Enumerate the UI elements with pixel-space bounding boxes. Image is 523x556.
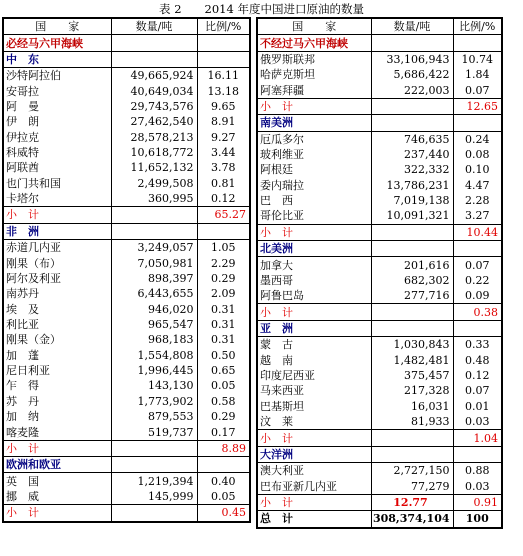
ratio-cell: 0.31 bbox=[197, 332, 250, 347]
quantity-cell: 1,219,394 bbox=[111, 473, 197, 489]
country-name: 阿 曼 bbox=[6, 99, 39, 113]
ratio-cell: 3.44 bbox=[197, 145, 250, 160]
quantity-cell: 898,397 bbox=[111, 271, 197, 286]
section-asia-pct-empty bbox=[453, 320, 502, 336]
section-north-america-qty-empty bbox=[371, 241, 453, 257]
table-row bbox=[3, 286, 250, 301]
country-name: 印度尼西亚 bbox=[260, 369, 315, 383]
ratio-cell: 0.08 bbox=[453, 147, 502, 162]
ratio-cell: 2.28 bbox=[453, 193, 502, 208]
quantity-cell: 10,091,321 bbox=[371, 208, 453, 224]
country-name: 伊 朗 bbox=[6, 115, 39, 129]
table-row bbox=[257, 399, 502, 414]
ratio-cell: 0.03 bbox=[453, 414, 502, 430]
country-name: 挪 威 bbox=[6, 489, 39, 503]
quantity-cell: 49,665,924 bbox=[111, 68, 197, 84]
country-name: 哈萨克斯坦 bbox=[260, 68, 315, 82]
section-asia-qty-empty bbox=[371, 320, 453, 336]
country-name: 乍 得 bbox=[6, 379, 39, 393]
country-name: 安哥拉 bbox=[6, 84, 39, 98]
group-title-strait bbox=[3, 35, 250, 51]
table-row bbox=[3, 363, 250, 378]
country-name: 巴 西 bbox=[260, 194, 293, 208]
country-name: 刚果（布） bbox=[6, 256, 61, 270]
table-row bbox=[3, 473, 250, 489]
subtotal-row bbox=[257, 98, 502, 114]
table-row bbox=[3, 489, 250, 505]
subtotal-pct: 0.45 bbox=[197, 505, 250, 522]
country-name: 马来西亚 bbox=[260, 384, 304, 398]
table-row bbox=[3, 394, 250, 409]
ratio-cell: 10.74 bbox=[453, 51, 502, 67]
subtotal-qty-empty bbox=[371, 98, 453, 114]
table-row bbox=[257, 288, 502, 304]
section-north-america-label: 北美洲 bbox=[257, 241, 371, 257]
quantity-cell: 375,457 bbox=[371, 368, 453, 383]
subtotal-row bbox=[257, 430, 502, 446]
total-qty: 308,374,104 bbox=[371, 511, 453, 528]
ratio-cell: 0.50 bbox=[197, 348, 250, 363]
ratio-cell: 0.12 bbox=[453, 368, 502, 383]
quantity-cell: 7,019,138 bbox=[371, 193, 453, 208]
table-row bbox=[3, 83, 250, 98]
country-name: 墨西哥 bbox=[260, 273, 293, 287]
section-africa-label: 非 洲 bbox=[3, 223, 111, 239]
subtotal-qty-empty bbox=[371, 304, 453, 320]
section-south-america-label: 南美洲 bbox=[257, 115, 371, 131]
section-oceania-label: 大洋洲 bbox=[257, 446, 371, 462]
quantity-cell: 682,302 bbox=[371, 273, 453, 288]
table-row bbox=[3, 240, 250, 256]
ratio-cell: 9.65 bbox=[197, 99, 250, 114]
section-africa-pct-empty bbox=[197, 223, 250, 239]
quantity-cell: 222,003 bbox=[371, 82, 453, 98]
subtotal-row bbox=[257, 304, 502, 320]
quantity-cell: 77,279 bbox=[371, 478, 453, 494]
quantity-cell: 277,716 bbox=[371, 288, 453, 304]
quantity-cell: 143,130 bbox=[111, 378, 197, 393]
subtotal-pct: 0.91 bbox=[453, 494, 502, 510]
total-pct: 100 bbox=[453, 511, 502, 528]
ratio-cell: 0.33 bbox=[453, 337, 502, 353]
section-middle-east-qty-empty bbox=[111, 51, 197, 67]
quantity-cell: 81,933 bbox=[371, 414, 453, 430]
subtotal-qty-empty bbox=[111, 505, 197, 522]
ratio-cell: 0.88 bbox=[453, 463, 502, 479]
header-ratio: 比例/% bbox=[197, 18, 250, 35]
subtotal-label: 小 计 bbox=[257, 224, 371, 240]
table-row bbox=[257, 383, 502, 398]
quantity-cell: 145,999 bbox=[111, 489, 197, 505]
group-title-strait-pct-empty bbox=[197, 35, 250, 51]
ratio-cell: 2.29 bbox=[197, 255, 250, 270]
section-north-america-pct-empty bbox=[453, 241, 502, 257]
country-name: 阿塞拜疆 bbox=[260, 83, 304, 97]
right-table bbox=[256, 17, 503, 529]
subtotal-label: 小 计 bbox=[257, 430, 371, 446]
table-row bbox=[257, 478, 502, 494]
section-oceania bbox=[257, 446, 502, 462]
country-name: 巴基斯坦 bbox=[260, 399, 304, 413]
country-name: 委内瑞拉 bbox=[260, 178, 304, 192]
subtotal-qty-empty bbox=[111, 207, 197, 223]
ratio-cell: 0.05 bbox=[197, 378, 250, 393]
subtotal-qty bbox=[371, 494, 453, 510]
ratio-cell: 0.10 bbox=[453, 162, 502, 177]
country-name: 也门共和国 bbox=[6, 176, 61, 190]
header-quantity: 数量/吨 bbox=[371, 18, 453, 35]
group-title-no-strait-qty-empty bbox=[371, 35, 453, 51]
quantity-cell: 1,773,902 bbox=[111, 394, 197, 409]
table-row bbox=[257, 162, 502, 177]
country-name: 玻利维亚 bbox=[260, 148, 304, 162]
header-country: 国 家 bbox=[3, 18, 111, 35]
table-row bbox=[3, 176, 250, 191]
group-title-no-strait bbox=[257, 35, 502, 51]
country-name: 厄瓜多尔 bbox=[260, 132, 304, 146]
country-name: 巴布亚新几内亚 bbox=[260, 479, 337, 493]
table-row bbox=[3, 145, 250, 160]
table-row bbox=[3, 191, 250, 207]
quantity-cell: 10,618,772 bbox=[111, 145, 197, 160]
table-row bbox=[257, 131, 502, 147]
subtotal-row bbox=[257, 224, 502, 240]
country-name: 刚果（金） bbox=[6, 333, 61, 347]
section-middle-east bbox=[3, 51, 250, 67]
subtotal-row bbox=[3, 440, 250, 456]
ratio-cell: 0.29 bbox=[197, 271, 250, 286]
group-title-no-strait-pct-empty bbox=[453, 35, 502, 51]
subtotal-label: 小 计 bbox=[257, 494, 371, 510]
header-row bbox=[3, 18, 250, 35]
group-title-no-strait-label: 不经过马六甲海峡 bbox=[257, 35, 371, 51]
subtotal-row bbox=[3, 505, 250, 522]
subtotal-row bbox=[3, 207, 250, 223]
table-row bbox=[257, 147, 502, 162]
section-south-america-qty-empty bbox=[371, 115, 453, 131]
quantity-cell: 29,743,576 bbox=[111, 99, 197, 114]
country-name: 汶 莱 bbox=[260, 415, 293, 429]
country-name: 尼日利亚 bbox=[6, 364, 50, 378]
ratio-cell: 0.07 bbox=[453, 257, 502, 273]
quantity-cell: 13,786,231 bbox=[371, 178, 453, 193]
quantity-cell: 5,686,422 bbox=[371, 67, 453, 82]
ratio-cell: 0.29 bbox=[197, 409, 250, 424]
section-africa bbox=[3, 223, 250, 239]
subtotal-qty-value: 12.77 bbox=[393, 495, 428, 509]
country-name: 加 纳 bbox=[6, 410, 39, 424]
table-row bbox=[3, 424, 250, 440]
ratio-cell: 4.47 bbox=[453, 178, 502, 193]
subtotal-pct: 1.04 bbox=[453, 430, 502, 446]
country-name: 卡塔尔 bbox=[6, 192, 39, 206]
quantity-cell: 1,996,445 bbox=[111, 363, 197, 378]
ratio-cell: 0.22 bbox=[453, 273, 502, 288]
group-title-strait-qty-empty bbox=[111, 35, 197, 51]
ratio-cell: 1.05 bbox=[197, 240, 250, 256]
country-name: 喀麦隆 bbox=[6, 425, 39, 439]
subtotal-pct: 8.89 bbox=[197, 440, 250, 456]
country-name: 哥伦比亚 bbox=[260, 209, 304, 223]
ratio-cell: 0.40 bbox=[197, 473, 250, 489]
table-row bbox=[257, 257, 502, 273]
quantity-cell: 27,462,540 bbox=[111, 114, 197, 129]
subtotal-qty-empty bbox=[371, 430, 453, 446]
subtotal-label: 小 计 bbox=[3, 207, 111, 223]
ratio-cell: 0.07 bbox=[453, 82, 502, 98]
quantity-cell: 33,106,943 bbox=[371, 51, 453, 67]
quantity-cell: 237,440 bbox=[371, 147, 453, 162]
table-row bbox=[3, 68, 250, 84]
left-table bbox=[2, 17, 251, 523]
section-europe-label: 欧洲和欧亚 bbox=[3, 457, 111, 473]
quantity-cell: 217,328 bbox=[371, 383, 453, 398]
table-row bbox=[257, 82, 502, 98]
section-south-america bbox=[257, 115, 502, 131]
ratio-cell: 2.09 bbox=[197, 286, 250, 301]
quantity-cell: 322,332 bbox=[371, 162, 453, 177]
subtotal-label: 小 计 bbox=[257, 304, 371, 320]
ratio-cell: 0.17 bbox=[197, 424, 250, 440]
table-row bbox=[257, 414, 502, 430]
quantity-cell: 28,578,213 bbox=[111, 130, 197, 145]
ratio-cell: 1.84 bbox=[453, 67, 502, 82]
table-row bbox=[3, 317, 250, 332]
subtotal-qty-empty bbox=[371, 224, 453, 240]
quantity-cell: 2,499,508 bbox=[111, 176, 197, 191]
country-name: 英 国 bbox=[6, 474, 39, 488]
table-row bbox=[3, 114, 250, 129]
quantity-cell: 1,554,808 bbox=[111, 348, 197, 363]
quantity-cell: 360,995 bbox=[111, 191, 197, 207]
section-europe-pct-empty bbox=[197, 457, 250, 473]
table-row bbox=[257, 193, 502, 208]
subtotal-pct: 65.27 bbox=[197, 207, 250, 223]
country-name: 阿鲁巴岛 bbox=[260, 289, 304, 303]
table-row bbox=[257, 208, 502, 224]
header-ratio: 比例/% bbox=[453, 18, 502, 35]
section-asia-label: 亚 洲 bbox=[257, 320, 371, 336]
quantity-cell: 3,249,057 bbox=[111, 240, 197, 256]
table-row bbox=[257, 67, 502, 82]
table-row bbox=[257, 51, 502, 67]
ratio-cell: 0.48 bbox=[453, 353, 502, 368]
table-row bbox=[257, 368, 502, 383]
section-oceania-pct-empty bbox=[453, 446, 502, 462]
country-name: 苏 丹 bbox=[6, 394, 39, 408]
quantity-cell: 519,737 bbox=[111, 424, 197, 440]
total-label: 总 计 bbox=[257, 511, 371, 528]
table-row bbox=[3, 348, 250, 363]
ratio-cell: 0.81 bbox=[197, 176, 250, 191]
subtotal-label: 小 计 bbox=[3, 440, 111, 456]
country-name: 利比亚 bbox=[6, 318, 39, 331]
ratio-cell: 0.65 bbox=[197, 363, 250, 378]
quantity-cell: 6,443,655 bbox=[111, 286, 197, 301]
subtotal-pct: 12.65 bbox=[453, 98, 502, 114]
total-row bbox=[257, 511, 502, 528]
table-row bbox=[3, 130, 250, 145]
section-oceania-qty-empty bbox=[371, 446, 453, 462]
ratio-cell: 0.58 bbox=[197, 394, 250, 409]
quantity-cell: 16,031 bbox=[371, 399, 453, 414]
country-name: 阿根廷 bbox=[260, 163, 293, 177]
table-row bbox=[3, 160, 250, 175]
subtotal-pct: 0.38 bbox=[453, 304, 502, 320]
country-name: 伊拉克 bbox=[6, 130, 39, 144]
ratio-cell: 0.31 bbox=[197, 317, 250, 332]
quantity-cell: 1,030,843 bbox=[371, 337, 453, 353]
ratio-cell: 0.03 bbox=[453, 478, 502, 494]
subtotal-row bbox=[257, 494, 502, 510]
table-row bbox=[3, 255, 250, 270]
country-name: 赤道几内亚 bbox=[6, 241, 61, 255]
section-asia bbox=[257, 320, 502, 336]
quantity-cell: 11,652,132 bbox=[111, 160, 197, 175]
country-name: 沙特阿拉伯 bbox=[6, 69, 61, 83]
group-title-strait-label: 必经马六甲海峡 bbox=[3, 35, 111, 51]
table-row bbox=[3, 409, 250, 424]
ratio-cell: 16.11 bbox=[197, 68, 250, 84]
ratio-cell: 3.78 bbox=[197, 160, 250, 175]
table-row bbox=[3, 332, 250, 347]
quantity-cell: 40,649,034 bbox=[111, 83, 197, 98]
table-row bbox=[3, 378, 250, 393]
country-name: 加拿大 bbox=[260, 258, 293, 272]
section-europe bbox=[3, 457, 250, 473]
quantity-cell: 879,553 bbox=[111, 409, 197, 424]
ratio-cell: 0.01 bbox=[453, 399, 502, 414]
ratio-cell: 8.91 bbox=[197, 114, 250, 129]
quantity-cell: 2,727,150 bbox=[371, 463, 453, 479]
country-name: 阿尔及利亚 bbox=[6, 271, 61, 285]
ratio-cell: 3.27 bbox=[453, 208, 502, 224]
section-middle-east-pct-empty bbox=[197, 51, 250, 67]
subtotal-label: 小 计 bbox=[257, 98, 371, 114]
ratio-cell: 0.12 bbox=[197, 191, 250, 207]
ratio-cell: 0.09 bbox=[453, 288, 502, 304]
subtotal-pct: 10.44 bbox=[453, 224, 502, 240]
table-row bbox=[257, 273, 502, 288]
ratio-cell: 0.31 bbox=[197, 301, 250, 316]
country-name: 蒙 古 bbox=[260, 338, 293, 352]
header-row bbox=[257, 18, 502, 35]
quantity-cell: 965,547 bbox=[111, 317, 197, 332]
quantity-cell: 7,050,981 bbox=[111, 255, 197, 270]
table-row bbox=[257, 178, 502, 193]
table-row bbox=[257, 353, 502, 368]
table-title: 表 2 2014 年度中国进口原油的数量 bbox=[159, 2, 364, 16]
subtotal-qty-empty bbox=[111, 440, 197, 456]
country-name: 埃 及 bbox=[6, 302, 39, 316]
header-quantity: 数量/吨 bbox=[111, 18, 197, 35]
ratio-cell: 0.24 bbox=[453, 131, 502, 147]
country-name: 越 南 bbox=[260, 353, 293, 367]
quantity-cell: 746,635 bbox=[371, 131, 453, 147]
ratio-cell: 0.05 bbox=[197, 489, 250, 505]
table-row bbox=[257, 337, 502, 353]
header-country: 国 家 bbox=[257, 18, 371, 35]
table-row bbox=[257, 463, 502, 479]
section-africa-qty-empty bbox=[111, 223, 197, 239]
country-name: 南苏丹 bbox=[6, 287, 39, 301]
country-name: 科威特 bbox=[6, 146, 39, 160]
table-row bbox=[3, 301, 250, 316]
quantity-cell: 201,616 bbox=[371, 257, 453, 273]
section-south-america-pct-empty bbox=[453, 115, 502, 131]
quantity-cell: 968,183 bbox=[111, 332, 197, 347]
section-middle-east-label: 中 东 bbox=[3, 51, 111, 67]
table-row bbox=[3, 99, 250, 114]
quantity-cell: 946,020 bbox=[111, 301, 197, 316]
section-europe-qty-empty bbox=[111, 457, 197, 473]
country-name: 俄罗斯联邦 bbox=[260, 52, 315, 66]
country-name: 加 蓬 bbox=[6, 348, 39, 362]
country-name: 阿联酋 bbox=[6, 161, 39, 175]
subtotal-label: 小 计 bbox=[3, 505, 111, 522]
ratio-cell: 13.18 bbox=[197, 83, 250, 98]
section-north-america bbox=[257, 241, 502, 257]
ratio-cell: 9.27 bbox=[197, 130, 250, 145]
quantity-cell: 1,482,481 bbox=[371, 353, 453, 368]
ratio-cell: 0.07 bbox=[453, 383, 502, 398]
country-name: 澳大利亚 bbox=[260, 464, 304, 478]
table-row bbox=[3, 271, 250, 286]
